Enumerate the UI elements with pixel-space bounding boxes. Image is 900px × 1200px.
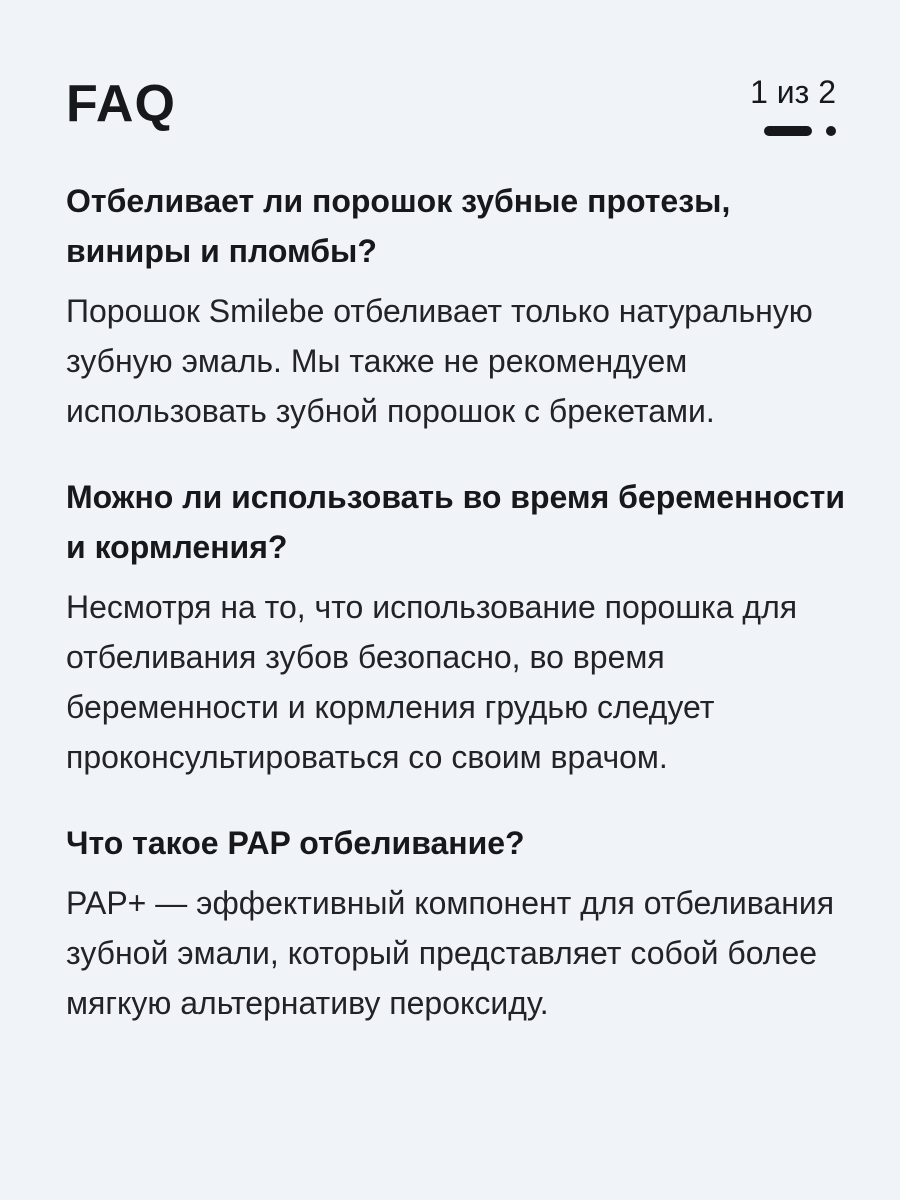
pagination-dots [750,126,836,136]
page-indicator [750,74,836,136]
faq-item [66,818,846,1028]
page-header [66,60,836,150]
faq-item [66,176,846,436]
pagination-dot-active [764,126,812,136]
faq-question: Отбеливает ли порошок зубные протезы, виниры и пломбы? [66,183,731,269]
faq-question: Что такое PAP отбеливание? [66,825,525,861]
faq-list [66,176,846,1064]
page-title: FAQ [66,75,176,133]
pagination-dot [826,126,836,136]
faq-answer: Несмотря на то, что использование порошка для отбеливания зубов безопасно, во время беременности и кормления грудью следует проконсультироваться со своим врачом. [66,589,798,775]
faq-item [66,472,846,782]
faq-question: Можно ли использовать во время беременности и кормления? [66,479,845,565]
faq-answer: Порошок Smilebe отбеливает только натуральную зубную эмаль. Мы также не рекомендуем использовать зубной порошок с брекетами. [66,293,813,429]
faq-answer: PAP+ — эффективный компонент для отбеливания зубной эмали, который представляет собой более мягкую альтернативу пероксиду. [66,885,835,1021]
page-counter: 1 из 2 [750,74,836,110]
